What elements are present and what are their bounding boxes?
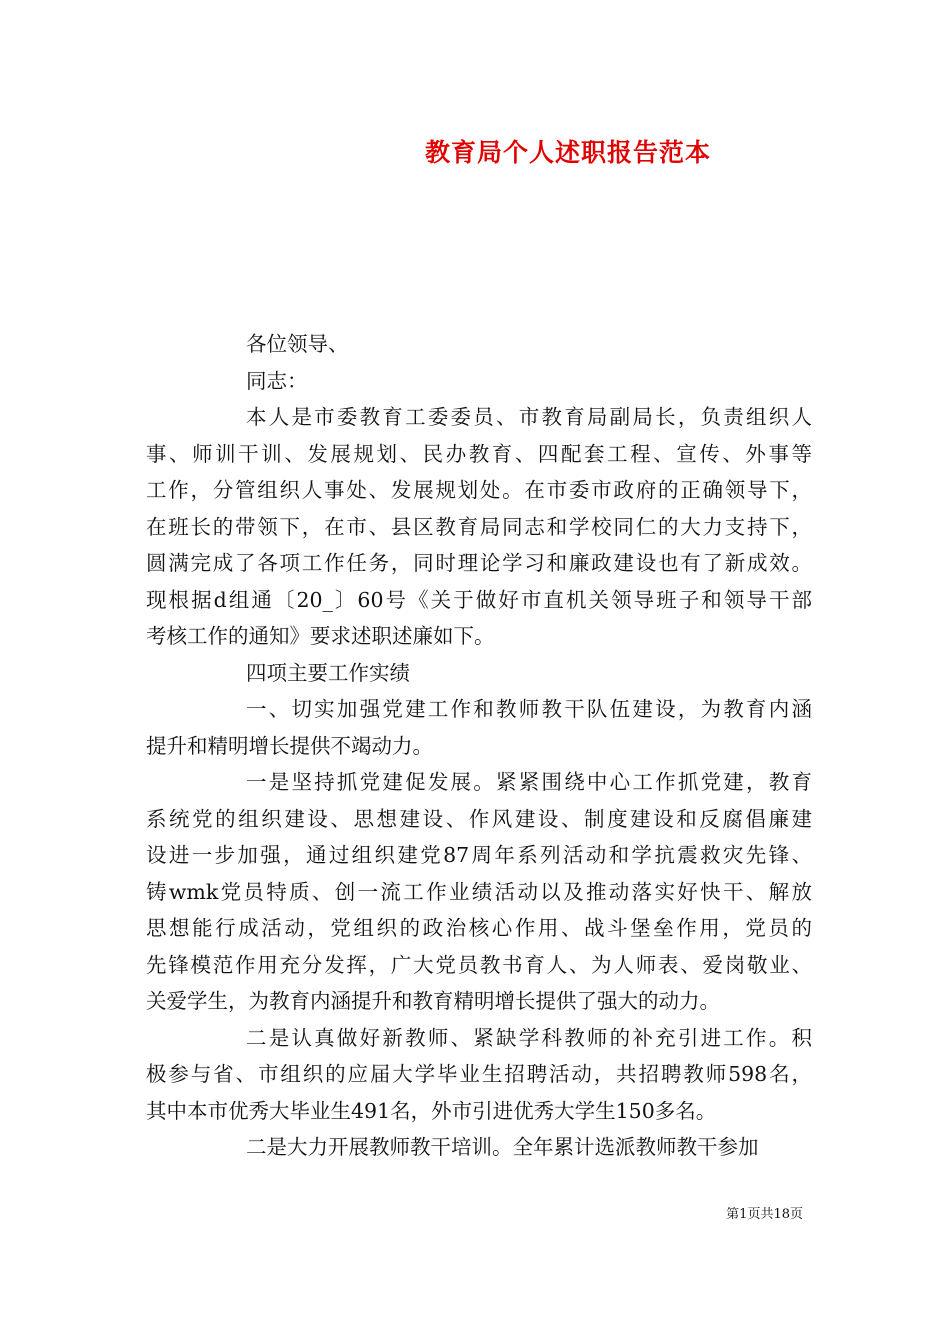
paragraph (146, 764, 812, 1020)
paragraphs (146, 399, 812, 1166)
paragraph-line: 二是认真做好新教师、紧缺学科教师的补充引进工作。积 (246, 1025, 812, 1050)
paragraph (146, 399, 812, 655)
paragraph-line: 关爱学生，为教育内涵提升和教育精明增长提供了强大的动力。 (146, 989, 720, 1013)
paragraph (146, 1020, 812, 1130)
paragraph-line: 提升和精明增长提供不竭动力。 (146, 733, 433, 758)
paragraph-line: 四项主要工作实绩 (246, 660, 410, 685)
paragraph-line: 一是坚持抓党建促发展。紧紧围绕中心工作抓党建，教育 (246, 770, 812, 794)
paragraph (146, 691, 812, 764)
paragraph-line: 其中本市优秀大毕业生491名，外市引进优秀大学生150多名。 (146, 1098, 717, 1123)
paragraph (146, 1129, 812, 1166)
salutation-line-1: 各位领导、 (246, 332, 349, 356)
paragraph-line: 本人是市委教育工委委员、市教育局副局长，负责组织人 (246, 405, 812, 429)
paragraph-line: 系统党的组织建设、思想建设、作风建设、制度建设和反腐倡廉建 (146, 806, 812, 831)
paragraph-line: 铸wmk党员特质、创一流工作业绩活动以及推动落实好快干、解放 (146, 879, 812, 904)
paragraph-line: 极参与省、市组织的应届大学毕业生招聘活动，共招聘教师598名， (146, 1062, 812, 1086)
document-body (146, 326, 812, 1166)
paragraph-line: 思想能行成活动，党组织的政治核心作用、战斗堡垒作用，党员的 (146, 916, 812, 940)
paragraph-line: 工作，分管组织人事处、发展规划处。在市委市政府的正确领导下， (146, 478, 812, 502)
paragraph-line: 一、切实加强党建工作和教师教干队伍建设，为教育内涵 (246, 697, 812, 721)
page-footer: 第1页共18页 (726, 1207, 803, 1222)
document-title: 教育局个人述职报告范本 (424, 138, 711, 167)
paragraph-line: 考核工作的通知》要求述职述廉如下。 (146, 624, 495, 648)
paragraph-line: 现根据d组通〔20_〕60号《关于做好市直机关领导班子和领导干部 (146, 587, 812, 612)
paragraph-line: 事、师训干训、发展规划、民办教育、四配套工程、宣传、外事等 (146, 441, 812, 466)
salutation-line-2: 同志： (246, 368, 308, 393)
paragraph-line: 圆满完成了各项工作任务，同时理论学习和廉政建设也有了新成效。 (146, 551, 812, 575)
paragraph (146, 655, 812, 692)
paragraph-line: 在班长的带领下，在市、县区教育局同志和学校同仁的大力支持下， (146, 514, 812, 539)
paragraph-line: 先锋模范作用充分发挥，广大党员教书育人、为人师表、爱岗敬业、 (146, 952, 812, 977)
paragraph-line: 设进一步加强，通过组织建党87周年系列活动和学抗震救灾先锋、 (146, 843, 812, 867)
paragraph-line: 二是大力开展教师教干培训。全年累计选派教师教干参加 (246, 1135, 759, 1159)
